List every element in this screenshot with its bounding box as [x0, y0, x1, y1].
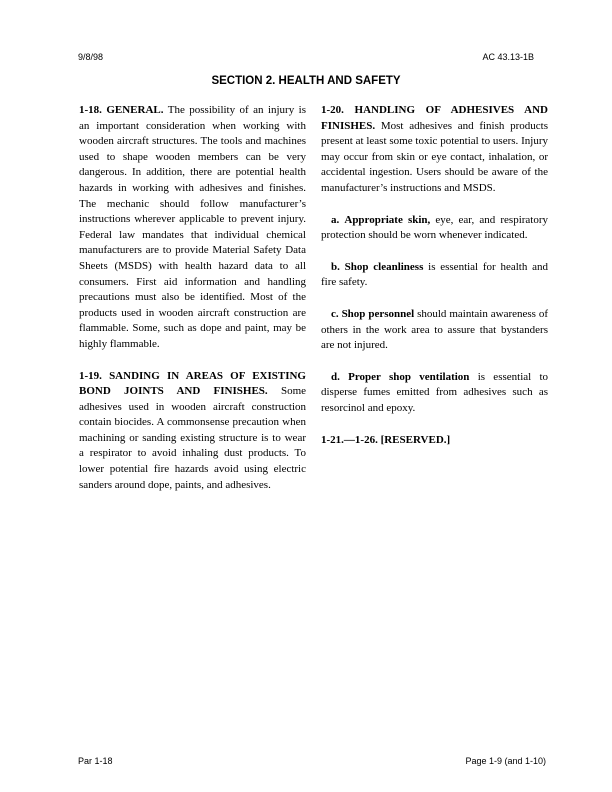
- right-column: [321, 103, 548, 464]
- subparagraph-body: is essential to disperse fumes emitted from adhesives such as resorcinol and epoxy.: [321, 370, 549, 414]
- subparagraph-letter: a.: [331, 213, 340, 226]
- paragraph-reserved: [321, 433, 548, 449]
- paragraph-body: Most adhesives and finish products present at least some toxic potential to users. Injury may occur from skin or eye contact, inhalation, or accidental ingestion. Users should be aware of the manufacturer’s instructions and MSDS.: [321, 119, 549, 194]
- footer-paragraph-ref: Par 1-18: [78, 756, 113, 766]
- subparagraph-letter: d.: [331, 370, 340, 383]
- subparagraph-c: [321, 307, 548, 354]
- subparagraph-letter: b.: [331, 260, 340, 273]
- subparagraph-body: should maintain awareness of others in the work area to assure that bystanders are not injured.: [321, 307, 549, 352]
- paragraph-heading: 1-19. SANDING IN AREAS OF EXISTING BOND JOINTS AND FINISHES.: [79, 369, 306, 398]
- left-column: [79, 103, 306, 509]
- subparagraph-heading: Proper shop ventilation: [348, 370, 470, 383]
- paragraph-1-18: [79, 103, 306, 353]
- paragraph-heading: 1-21.—1-26. [RESERVED.]: [321, 433, 451, 446]
- subparagraph-heading: Appropriate skin,: [344, 213, 431, 226]
- header-date: 9/8/98: [78, 52, 104, 62]
- paragraph-1-19: [79, 369, 306, 494]
- subparagraph-d: [321, 370, 548, 417]
- subparagraph-a: [321, 213, 548, 244]
- subparagraph-b: [321, 260, 548, 291]
- paragraph-heading: 1-20. HANDLING OF ADHESIVES AND FINISHES.: [321, 104, 548, 132]
- subparagraph-body: is essential for health and fire safety.: [321, 260, 548, 289]
- subparagraph-heading: Shop cleanliness: [344, 260, 424, 273]
- subparagraph-body: eye, ear, and respiratory protection should be worn whenever indicated.: [321, 213, 549, 242]
- section-title: SECTION 2. HEALTH AND SAFETY: [211, 75, 401, 87]
- paragraph-heading: 1-18. GENERAL.: [79, 104, 164, 116]
- paragraph-body: Some adhesives used in wooden aircraft construction contain biocides. A commonsense precaution when machining or sanding existing structure is to wear a respirator to avoid inhaling dust products. To lower potential fire hazards avoid using electric sanders around dope, paints, and adhesives.: [79, 385, 307, 491]
- footer-page-number: Page 1-9 (and 1-10): [465, 756, 546, 766]
- paragraph-body: The possibility of an injury is an important consideration when working with wooden aircraft structures. The tools and machines used to shape wooden members can be very dangerous. In addition, there are potential health hazards in working with adhesives and finishes. The mechanic should follow manufacturer’s instructions wherever applicable to prevent injury. Federal law mandates that individual chemical manufacturers are to provide Material Safety Data Sheets (MSDS) with health hazard data to all consumers. First aid information and handling precautions must also be identified. Most of the products used in wooden aircraft construction are flammable. Some, such as dope and paint, may be highly flammable.: [79, 104, 306, 350]
- subparagraph-heading: Shop personnel: [341, 307, 415, 320]
- header-doc-id: AC 43.13-1B: [482, 52, 534, 62]
- paragraph-1-20: [321, 103, 548, 197]
- subparagraph-letter: c.: [331, 307, 339, 320]
